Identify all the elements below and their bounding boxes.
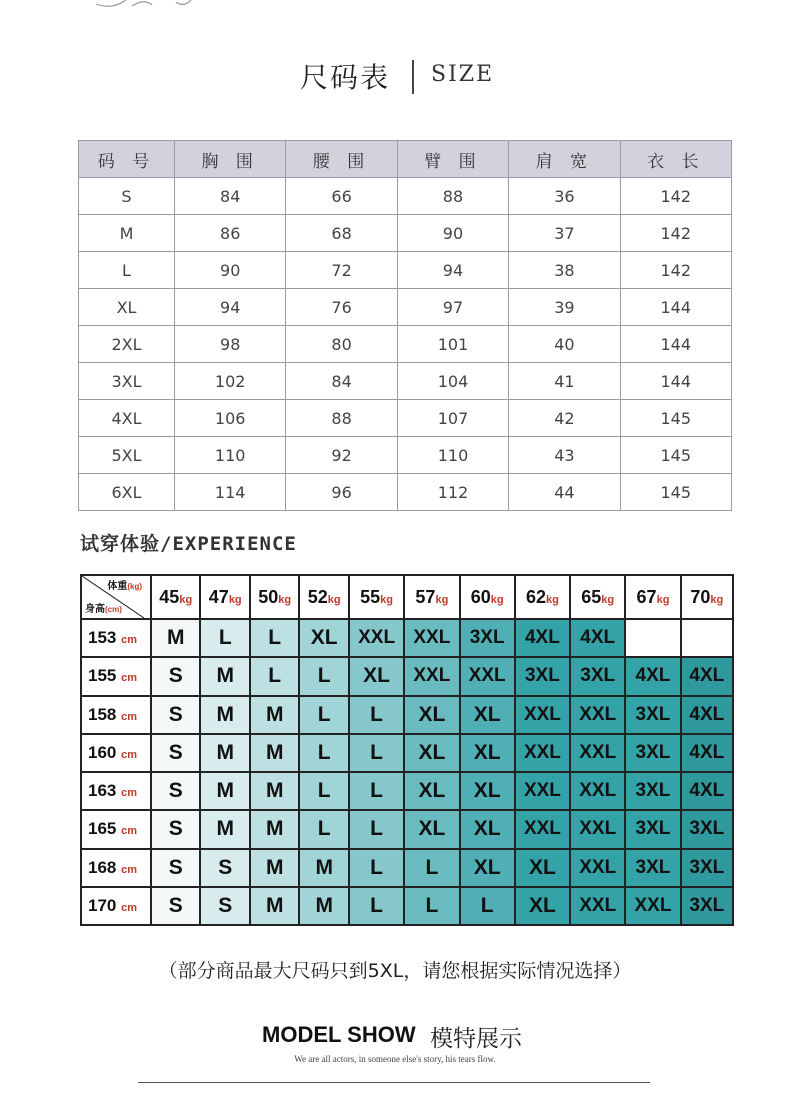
height-value: 165 — [88, 819, 117, 839]
table-cell: 5XL — [79, 437, 175, 474]
fit-size-cell: XL — [460, 810, 515, 848]
height-header-cell — [81, 810, 151, 848]
height-unit-label: cm — [121, 825, 138, 838]
table-cell: 110 — [397, 437, 508, 474]
weight-value: 57 — [415, 586, 436, 607]
weight-label: 体重 — [107, 581, 128, 592]
table-cell: 142 — [620, 215, 731, 252]
size-chart-title-cn: 尺码表 — [300, 61, 391, 94]
fit-size-cell: XXL — [404, 619, 459, 657]
weight-header-cell — [460, 575, 515, 619]
table-cell: 96 — [286, 474, 397, 511]
fit-size-cell: XXL — [515, 734, 570, 772]
weight-unit-label: kg — [278, 593, 292, 606]
table-cell: 98 — [175, 326, 286, 363]
height-unit-label: cm — [121, 710, 138, 723]
weight-value: 70 — [690, 586, 711, 607]
fit-size-cell: XXL — [570, 772, 625, 810]
height-unit-label: cm — [121, 748, 138, 761]
height-value: 170 — [88, 895, 117, 915]
weight-unit-label: kg — [710, 593, 724, 606]
fit-size-cell: L — [299, 772, 348, 810]
fit-size-cell: M — [299, 849, 348, 887]
weight-unit-label: kg — [435, 593, 449, 606]
weight-unit: (kg) — [127, 582, 142, 591]
table-cell: 84 — [286, 363, 397, 400]
table-cell: 80 — [286, 326, 397, 363]
fit-size-cell: 4XL — [681, 772, 733, 810]
weight-value: 47 — [208, 586, 229, 607]
weight-value: 65 — [581, 586, 602, 607]
size-table-header-cell: 肩 宽 — [509, 141, 620, 178]
weight-unit-label: kg — [327, 593, 341, 606]
fit-size-cell: XL — [299, 619, 348, 657]
fit-size-cell: 3XL — [625, 849, 680, 887]
size-chart-title-en: SIZE — [431, 62, 495, 87]
fit-size-cell: M — [200, 734, 249, 772]
table-row — [79, 437, 732, 474]
fit-size-cell: 4XL — [681, 657, 733, 695]
table-cell: 3XL — [79, 363, 175, 400]
weight-value: 50 — [258, 586, 279, 607]
corner-cell — [81, 575, 151, 619]
table-cell: 6XL — [79, 474, 175, 511]
table-cell: 38 — [509, 252, 620, 289]
weight-value: 52 — [307, 586, 328, 607]
table-cell: 101 — [397, 326, 508, 363]
fit-size-cell: M — [200, 772, 249, 810]
table-cell: 92 — [286, 437, 397, 474]
table-row — [79, 178, 732, 215]
weight-value: 62 — [525, 586, 547, 607]
table-cell: 36 — [509, 178, 620, 215]
fit-size-cell: XXL — [570, 734, 625, 772]
model-show-header — [0, 1020, 790, 1080]
weight-header-cell — [681, 575, 733, 619]
fit-size-cell: S — [151, 810, 200, 848]
fit-size-cell: XXL — [625, 887, 680, 925]
table-cell: 86 — [175, 215, 286, 252]
fit-size-cell: L — [349, 696, 404, 734]
weight-unit-label: kg — [601, 593, 615, 606]
table-cell: 39 — [509, 289, 620, 326]
table-cell: 145 — [620, 437, 731, 474]
weight-unit-label: kg — [490, 593, 504, 606]
fit-size-cell: M — [151, 619, 200, 657]
table-cell: 94 — [175, 289, 286, 326]
fit-size-cell: M — [200, 696, 249, 734]
fit-size-cell: L — [250, 657, 299, 695]
handwriting-scribble — [92, 0, 202, 16]
table-cell: 37 — [509, 215, 620, 252]
fit-size-cell: L — [349, 772, 404, 810]
table-cell: 88 — [397, 178, 508, 215]
table-cell: 144 — [620, 326, 731, 363]
height-unit-label: cm — [121, 787, 138, 800]
fit-size-cell: XXL — [515, 810, 570, 848]
fit-size-cell: M — [250, 810, 299, 848]
weight-unit-label: kg — [380, 593, 394, 606]
fit-size-cell: L — [299, 696, 348, 734]
fit-size-cell: M — [200, 657, 249, 695]
size-table — [78, 140, 732, 511]
table-cell: 106 — [175, 400, 286, 437]
table-cell: 76 — [286, 289, 397, 326]
height-unit-label: cm — [121, 672, 138, 685]
height-unit-label: cm — [121, 863, 138, 876]
table-cell: 97 — [397, 289, 508, 326]
weight-value: 45 — [159, 586, 180, 607]
fit-size-cell: 3XL — [625, 810, 680, 848]
fit-size-cell: XXL — [570, 810, 625, 848]
fit-size-cell: 3XL — [625, 696, 680, 734]
fit-size-cell: 4XL — [681, 696, 733, 734]
model-show-title-en: MODEL SHOW — [262, 1022, 416, 1047]
table-row — [81, 696, 733, 734]
fit-size-cell: 3XL — [625, 772, 680, 810]
height-header-cell — [81, 696, 151, 734]
model-show-title-cn: 模特展示 — [430, 1026, 522, 1052]
table-cell: 104 — [397, 363, 508, 400]
weight-header-cell — [299, 575, 348, 619]
fit-size-cell: S — [151, 657, 200, 695]
fit-size-cell: XL — [404, 734, 459, 772]
size-table-header-row — [79, 141, 732, 178]
fit-size-cell: 4XL — [681, 734, 733, 772]
table-cell: 145 — [620, 400, 731, 437]
table-cell: 90 — [397, 215, 508, 252]
table-cell: XL — [79, 289, 175, 326]
weight-value: 60 — [470, 586, 491, 607]
size-table-header-cell: 胸 围 — [175, 141, 286, 178]
table-cell: 2XL — [79, 326, 175, 363]
fit-size-cell: 3XL — [460, 619, 515, 657]
fit-size-cell: S — [151, 887, 200, 925]
table-cell: 142 — [620, 178, 731, 215]
weight-header-row — [81, 575, 733, 619]
fit-size-cell: L — [349, 734, 404, 772]
table-row — [81, 772, 733, 810]
fit-size-cell: XXL — [349, 619, 404, 657]
fit-size-cell: M — [250, 772, 299, 810]
fit-size-cell: L — [299, 734, 348, 772]
fit-size-cell: 4XL — [515, 619, 570, 657]
fit-size-cell: XL — [349, 657, 404, 695]
fit-size-cell: 3XL — [625, 734, 680, 772]
fit-size-cell: 4XL — [625, 657, 680, 695]
table-cell: 142 — [620, 252, 731, 289]
fit-size-cell: L — [349, 810, 404, 848]
table-row — [79, 326, 732, 363]
fit-size-cell: L — [404, 887, 459, 925]
table-row — [79, 252, 732, 289]
fit-size-cell: L — [299, 810, 348, 848]
table-cell: M — [79, 215, 175, 252]
table-cell: 84 — [175, 178, 286, 215]
size-table-header-cell: 腰 围 — [286, 141, 397, 178]
fit-size-cell: 3XL — [681, 849, 733, 887]
table-cell: 44 — [509, 474, 620, 511]
fit-size-cell: L — [349, 849, 404, 887]
table-cell: 112 — [397, 474, 508, 511]
fit-size-cell: S — [200, 887, 249, 925]
weight-header-cell — [349, 575, 404, 619]
weight-header-cell — [404, 575, 459, 619]
weight-unit-label: kg — [179, 593, 193, 606]
table-row — [79, 363, 732, 400]
height-header-cell — [81, 734, 151, 772]
fit-size-cell: XXL — [515, 696, 570, 734]
fit-size-cell: L — [299, 657, 348, 695]
weight-header-cell — [515, 575, 570, 619]
table-cell: 66 — [286, 178, 397, 215]
weight-value: 67 — [636, 586, 657, 607]
table-cell: 102 — [175, 363, 286, 400]
weight-value: 55 — [360, 586, 381, 607]
table-row — [81, 657, 733, 695]
table-cell: 110 — [175, 437, 286, 474]
table-cell: 94 — [397, 252, 508, 289]
table-cell: 43 — [509, 437, 620, 474]
corner-diagonal — [82, 576, 144, 618]
fit-size-cell: M — [250, 734, 299, 772]
height-unit-label: cm — [121, 634, 138, 647]
table-cell: 114 — [175, 474, 286, 511]
fit-size-cell — [625, 619, 680, 657]
fit-size-cell: L — [460, 887, 515, 925]
fit-size-cell: XL — [404, 696, 459, 734]
fit-size-cell: XXL — [515, 772, 570, 810]
fit-size-cell: XXL — [570, 849, 625, 887]
fit-size-cell: S — [151, 734, 200, 772]
fit-size-cell: L — [349, 887, 404, 925]
fit-size-cell: S — [151, 772, 200, 810]
weight-unit-label: kg — [546, 593, 559, 606]
fit-size-cell: 4XL — [570, 619, 625, 657]
fit-size-cell: XL — [404, 810, 459, 848]
table-cell: 42 — [509, 400, 620, 437]
table-cell: 4XL — [79, 400, 175, 437]
height-value: 163 — [88, 781, 117, 801]
table-cell: 68 — [286, 215, 397, 252]
table-cell: 144 — [620, 289, 731, 326]
height-value: 168 — [88, 857, 117, 877]
weight-header-cell — [625, 575, 680, 619]
table-row — [81, 619, 733, 657]
weight-header-cell — [570, 575, 625, 619]
fit-size-cell: 3XL — [681, 887, 733, 925]
table-cell: 145 — [620, 474, 731, 511]
fit-size-cell: M — [250, 849, 299, 887]
fit-size-cell: XXL — [570, 696, 625, 734]
fit-size-cell: XXL — [404, 657, 459, 695]
height-header-cell — [81, 619, 151, 657]
height-unit: (cm) — [105, 605, 122, 614]
fit-size-cell: 3XL — [515, 657, 570, 695]
fit-size-cell: XL — [460, 849, 515, 887]
weight-header-cell — [250, 575, 299, 619]
table-row — [81, 810, 733, 848]
weight-header-cell — [151, 575, 200, 619]
fit-size-cell: L — [404, 849, 459, 887]
fit-size-cell: M — [250, 887, 299, 925]
table-row — [81, 734, 733, 772]
fit-size-cell: S — [151, 849, 200, 887]
divider-line — [138, 1082, 650, 1083]
fit-size-cell: S — [151, 696, 200, 734]
size-note: （部分商品最大尺码只到5XL，请您根据实际情况选择） — [158, 960, 632, 982]
height-header-cell — [81, 849, 151, 887]
fit-size-cell: L — [250, 619, 299, 657]
fit-size-cell: 3XL — [570, 657, 625, 695]
table-cell: 72 — [286, 252, 397, 289]
table-row — [79, 215, 732, 252]
height-unit-label: cm — [121, 901, 138, 914]
table-cell: 41 — [509, 363, 620, 400]
table-cell: 40 — [509, 326, 620, 363]
size-table-header-cell: 衣 长 — [620, 141, 731, 178]
size-table-header-cell: 臂 围 — [397, 141, 508, 178]
fit-size-cell: L — [200, 619, 249, 657]
table-cell: L — [79, 252, 175, 289]
table-row — [81, 849, 733, 887]
height-value: 158 — [88, 704, 117, 724]
fit-size-cell: XXL — [570, 887, 625, 925]
table-row — [79, 474, 732, 511]
fit-size-cell: S — [200, 849, 249, 887]
weight-axis-label — [107, 577, 142, 592]
height-header-cell — [81, 772, 151, 810]
table-row — [81, 887, 733, 925]
table-cell: 144 — [620, 363, 731, 400]
table-row — [79, 400, 732, 437]
height-value: 153 — [88, 628, 117, 648]
fit-size-cell: M — [299, 887, 348, 925]
experience-title: 试穿体验/EXPERIENCE — [80, 533, 297, 555]
fit-size-cell: XL — [515, 849, 570, 887]
height-label: 身高 — [85, 604, 105, 615]
fit-size-cell: XL — [460, 772, 515, 810]
height-header-cell — [81, 887, 151, 925]
table-cell: 107 — [397, 400, 508, 437]
fit-size-cell: M — [200, 810, 249, 848]
height-value: 160 — [88, 742, 117, 762]
weight-unit-label: kg — [228, 593, 242, 606]
weight-header-cell — [200, 575, 249, 619]
table-cell: S — [79, 178, 175, 215]
size-table-header-cell: 码 号 — [79, 141, 175, 178]
height-header-cell — [81, 657, 151, 695]
height-axis-label — [85, 600, 122, 615]
fit-experience-table — [80, 574, 734, 926]
table-row — [79, 289, 732, 326]
weight-unit-label: kg — [656, 593, 670, 606]
fit-size-cell: XL — [460, 734, 515, 772]
fit-size-cell: XXL — [460, 657, 515, 695]
table-cell: 90 — [175, 252, 286, 289]
height-value: 155 — [88, 666, 117, 686]
fit-size-cell: XL — [460, 696, 515, 734]
model-show-subtitle: We are all actors, in someone else's story, his tears flow. — [294, 1054, 496, 1064]
fit-size-cell: M — [250, 696, 299, 734]
fit-size-cell: XL — [515, 887, 570, 925]
table-cell: 88 — [286, 400, 397, 437]
fit-size-cell: 3XL — [681, 810, 733, 848]
size-chart-header — [0, 56, 790, 96]
fit-size-cell: XL — [404, 772, 459, 810]
fit-size-cell — [681, 619, 733, 657]
title-divider — [412, 60, 414, 94]
